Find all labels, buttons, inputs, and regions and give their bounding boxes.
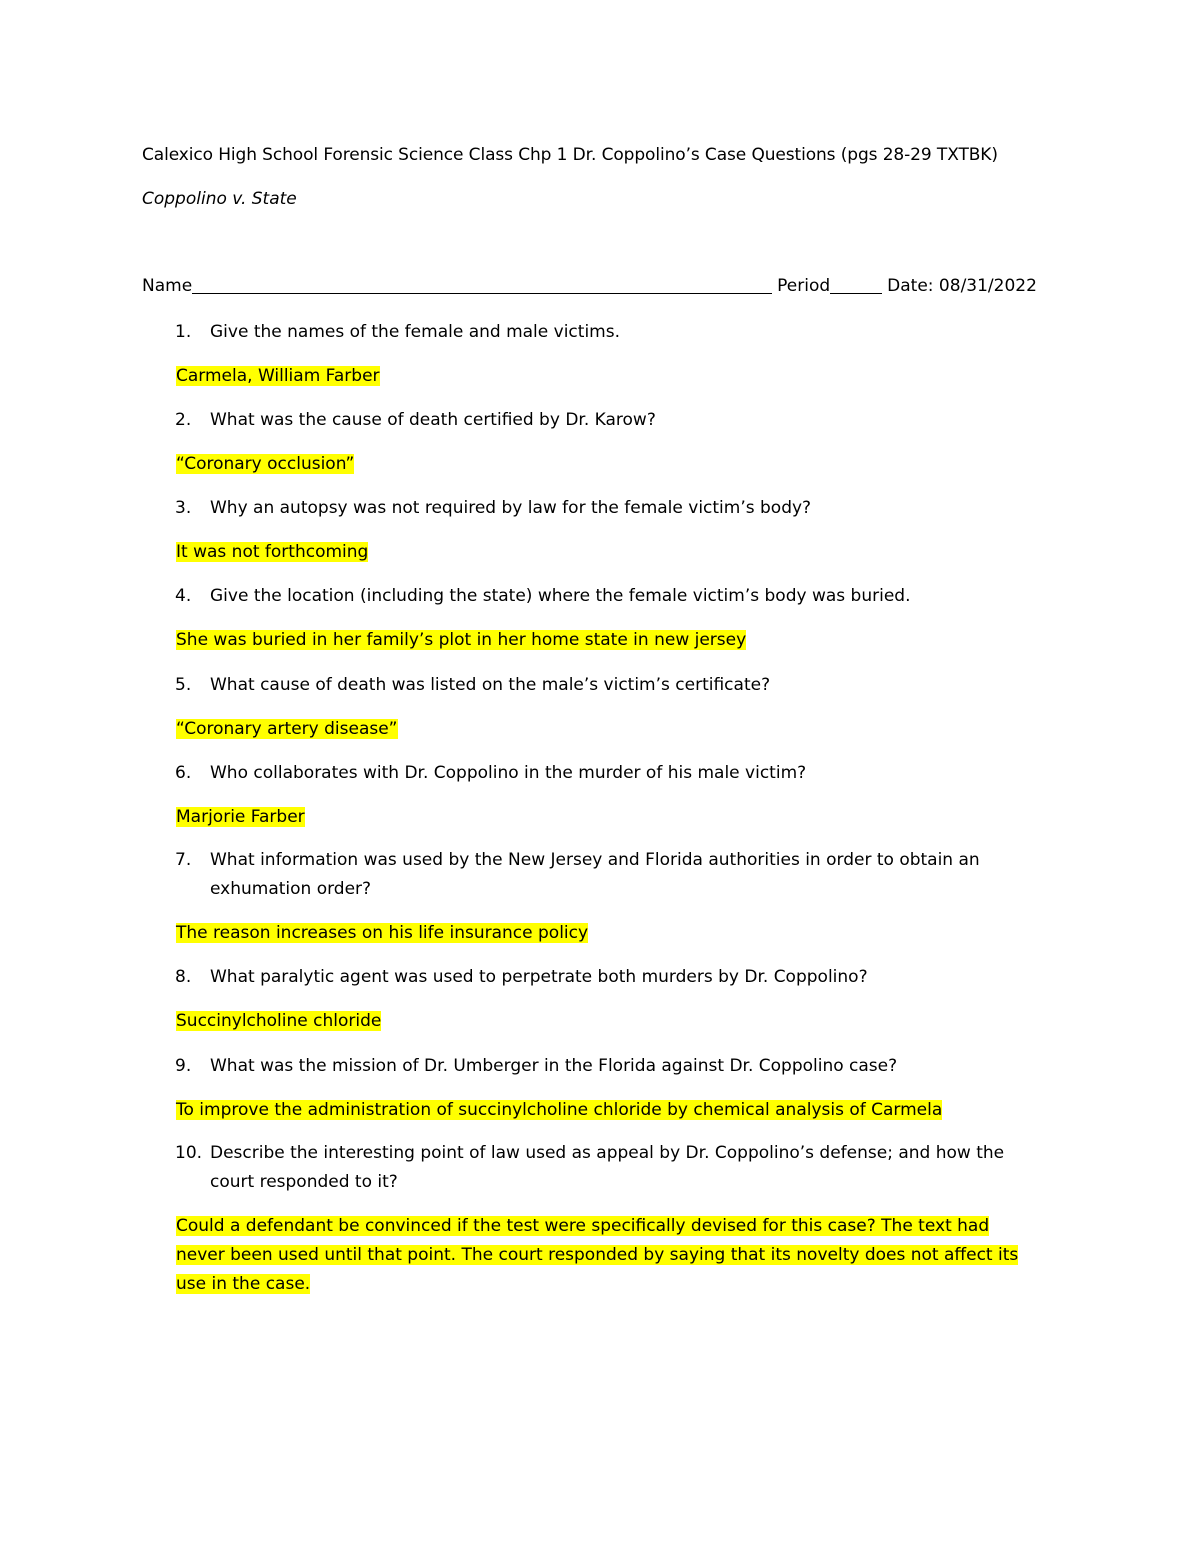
answer bbox=[176, 919, 1042, 948]
question-text: Give the names of the female and male victims. bbox=[210, 322, 620, 342]
question-text: What paralytic agent was used to perpetrate both murders by Dr. Coppolino? bbox=[210, 967, 868, 987]
question bbox=[142, 759, 1042, 788]
answer-text: Carmela, William Farber bbox=[176, 366, 380, 386]
answer bbox=[176, 362, 1042, 391]
question-item-6 bbox=[142, 759, 1042, 832]
question bbox=[142, 846, 1042, 904]
question-item-7 bbox=[142, 846, 1042, 948]
question-item-2 bbox=[142, 406, 1042, 479]
answer-text: The reason increases on his life insurance policy bbox=[176, 923, 589, 943]
answer-text: Succinylcholine chloride bbox=[176, 1011, 382, 1031]
question-number: 9. bbox=[175, 1056, 192, 1076]
question bbox=[142, 1139, 1042, 1197]
answer bbox=[176, 1007, 1042, 1036]
answer bbox=[176, 626, 1042, 655]
answer-text: “Coronary artery disease” bbox=[176, 719, 398, 739]
question-item-4 bbox=[142, 582, 1042, 655]
question-number: 2. bbox=[175, 410, 192, 430]
question-number: 4. bbox=[175, 586, 192, 606]
question bbox=[142, 494, 1042, 523]
question-item-8 bbox=[142, 963, 1042, 1036]
answer-text: It was not forthcoming bbox=[176, 542, 369, 562]
question-text: What information was used by the New Jersey and Florida authorities in order to obtain an exhumation order? bbox=[210, 850, 980, 899]
question-number: 3. bbox=[175, 498, 192, 518]
question-item-1 bbox=[142, 318, 1042, 391]
answer-text: Marjorie Farber bbox=[176, 807, 305, 827]
question bbox=[142, 582, 1042, 611]
period-blank[interactable] bbox=[830, 276, 882, 294]
question-text: Why an autopsy was not required by law for the female victim’s body? bbox=[210, 498, 812, 518]
question-text: What was the mission of Dr. Umberger in the Florida against Dr. Coppolino case? bbox=[210, 1056, 898, 1076]
date-label: Date: 08/31/2022 bbox=[887, 276, 1037, 296]
question-number: 5. bbox=[175, 675, 192, 695]
name-blank[interactable] bbox=[192, 276, 772, 294]
answer-text: To improve the administration of succinylcholine chloride by chemical analysis of Carmela bbox=[176, 1100, 943, 1120]
question-number: 7. bbox=[175, 850, 192, 870]
question-number: 8. bbox=[175, 967, 192, 987]
name-label: Name bbox=[142, 276, 193, 296]
question-item-10 bbox=[142, 1139, 1042, 1299]
question bbox=[142, 671, 1042, 700]
question-text: Who collaborates with Dr. Coppolino in the murder of his male victim? bbox=[210, 763, 807, 783]
answer bbox=[176, 538, 1042, 567]
question-item-9 bbox=[142, 1052, 1042, 1125]
answer-text: She was buried in her family’s plot in her home state in new jersey bbox=[176, 630, 747, 650]
question bbox=[142, 963, 1042, 992]
question-number: 1. bbox=[175, 322, 192, 342]
student-info-line bbox=[142, 276, 1037, 296]
question bbox=[142, 406, 1042, 435]
document-title: Calexico High School Forensic Science Class Chp 1 Dr. Coppolino’s Case Questions (pgs 28-29 TXTBK) bbox=[142, 145, 998, 165]
document-subtitle: Coppolino v. State bbox=[142, 189, 297, 209]
answer bbox=[176, 450, 1042, 479]
answer bbox=[176, 1096, 1042, 1125]
answer bbox=[176, 1212, 1042, 1299]
question-number: 10. bbox=[175, 1143, 203, 1163]
question-item-3 bbox=[142, 494, 1042, 567]
answer-text: Could a defendant be convinced if the test were specifically devised for this case? The text had never been used until that point. The court responded by saying that its novelty does not affect its use in the case. bbox=[176, 1216, 1019, 1294]
period-label: Period bbox=[777, 276, 831, 296]
question bbox=[142, 1052, 1042, 1081]
question bbox=[142, 318, 1042, 347]
answer bbox=[176, 715, 1042, 744]
question-text: What was the cause of death certified by Dr. Karow? bbox=[210, 410, 656, 430]
answer bbox=[176, 803, 1042, 832]
question-text: What cause of death was listed on the male’s victim’s certificate? bbox=[210, 675, 771, 695]
question-number: 6. bbox=[175, 763, 192, 783]
question-text: Describe the interesting point of law used as appeal by Dr. Coppolino’s defense; and how the court responded to it? bbox=[210, 1143, 1005, 1192]
answer-text: “Coronary occlusion” bbox=[176, 454, 355, 474]
question-text: Give the location (including the state) where the female victim’s body was buried. bbox=[210, 586, 911, 606]
question-item-5 bbox=[142, 671, 1042, 744]
